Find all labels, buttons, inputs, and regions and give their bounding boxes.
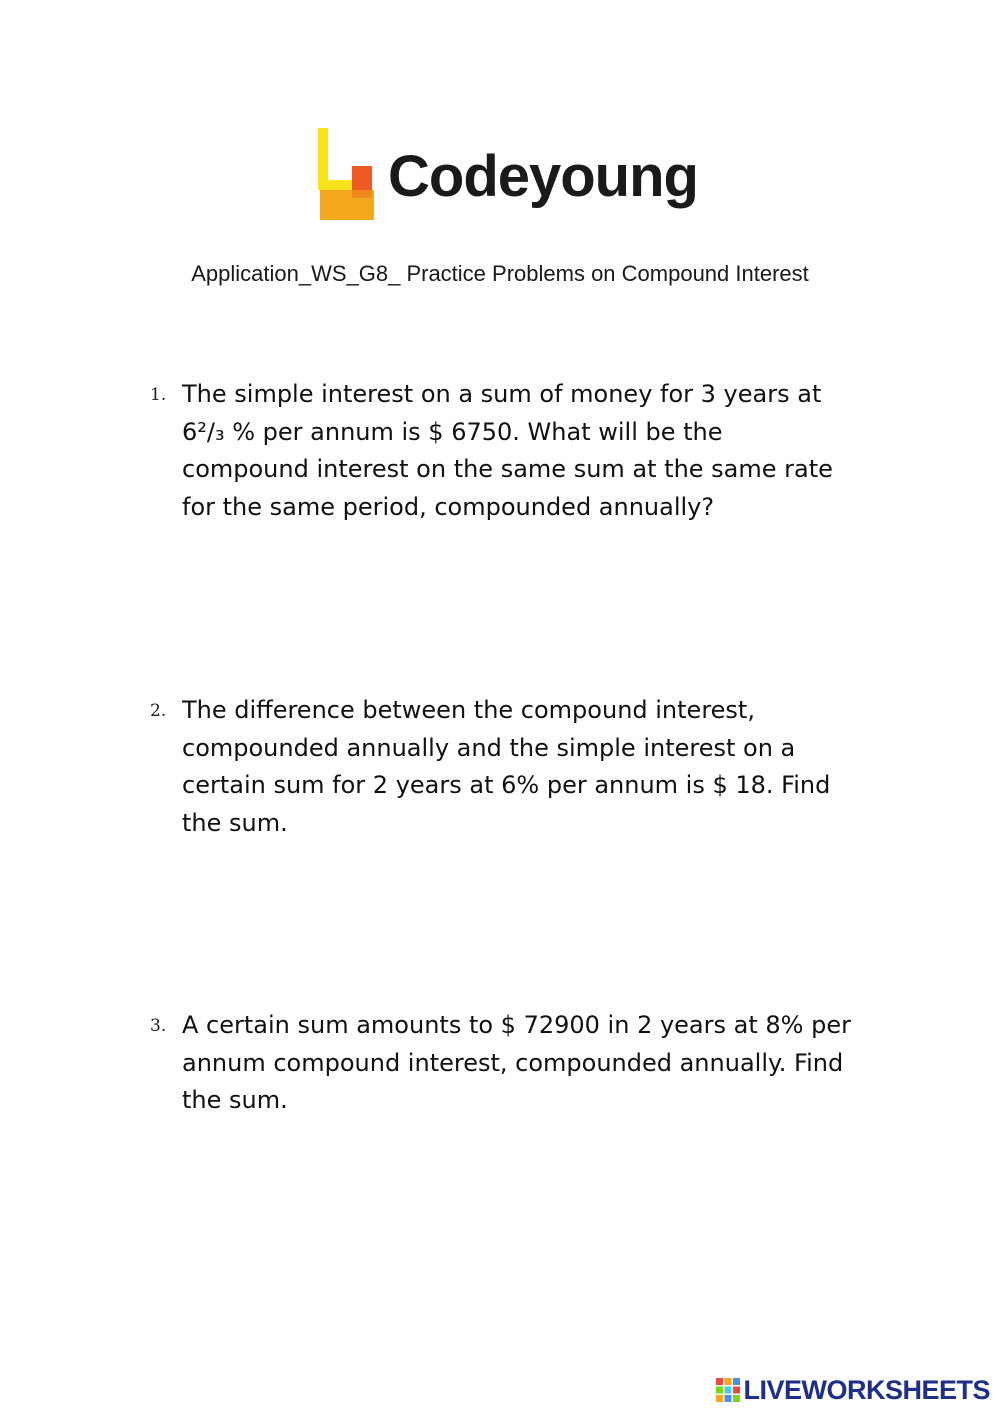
question-line: The simple interest on a sum of money for 3 years at bbox=[182, 380, 822, 408]
question-line: 6²/₃ % per annum is $ 6750. What will be the bbox=[182, 417, 723, 446]
liveworksheets-logo-icon bbox=[715, 1377, 741, 1403]
question-number: 3. bbox=[150, 1016, 167, 1036]
question-line: the sum. bbox=[182, 1086, 288, 1114]
worksheet-title: Application_WS_G8_ Practice Problems on Compound Interest bbox=[191, 261, 809, 286]
question-text bbox=[182, 376, 887, 526]
question-line: annum compound interest, compounded annually. Find bbox=[182, 1048, 844, 1077]
codeyoung-logo-icon bbox=[312, 128, 376, 223]
codeyoung-logo bbox=[312, 128, 712, 228]
question-line: compounded annually and the simple interest on a bbox=[182, 733, 796, 762]
question-number: 1. bbox=[150, 385, 167, 405]
question-text bbox=[182, 692, 887, 842]
question-text bbox=[182, 1007, 887, 1120]
logo-wordmark: Codeyoung bbox=[388, 144, 698, 209]
question-line: certain sum for 2 years at 6% per annum is $ 18. Find bbox=[182, 771, 831, 799]
liveworksheets-brand: LIVEWORKSHEETS bbox=[743, 1374, 990, 1405]
question-line: The difference between the compound interest, bbox=[182, 696, 755, 724]
question-line: for the same period, compounded annually? bbox=[182, 492, 715, 521]
question-line: the sum. bbox=[182, 808, 288, 837]
question-line: compound interest on the same sum at the same rate bbox=[182, 455, 833, 483]
question-line: A certain sum amounts to $ 72900 in 2 years at 8% per bbox=[182, 1011, 851, 1039]
liveworksheets-watermark bbox=[715, 1375, 990, 1405]
question-number: 2. bbox=[150, 701, 167, 721]
